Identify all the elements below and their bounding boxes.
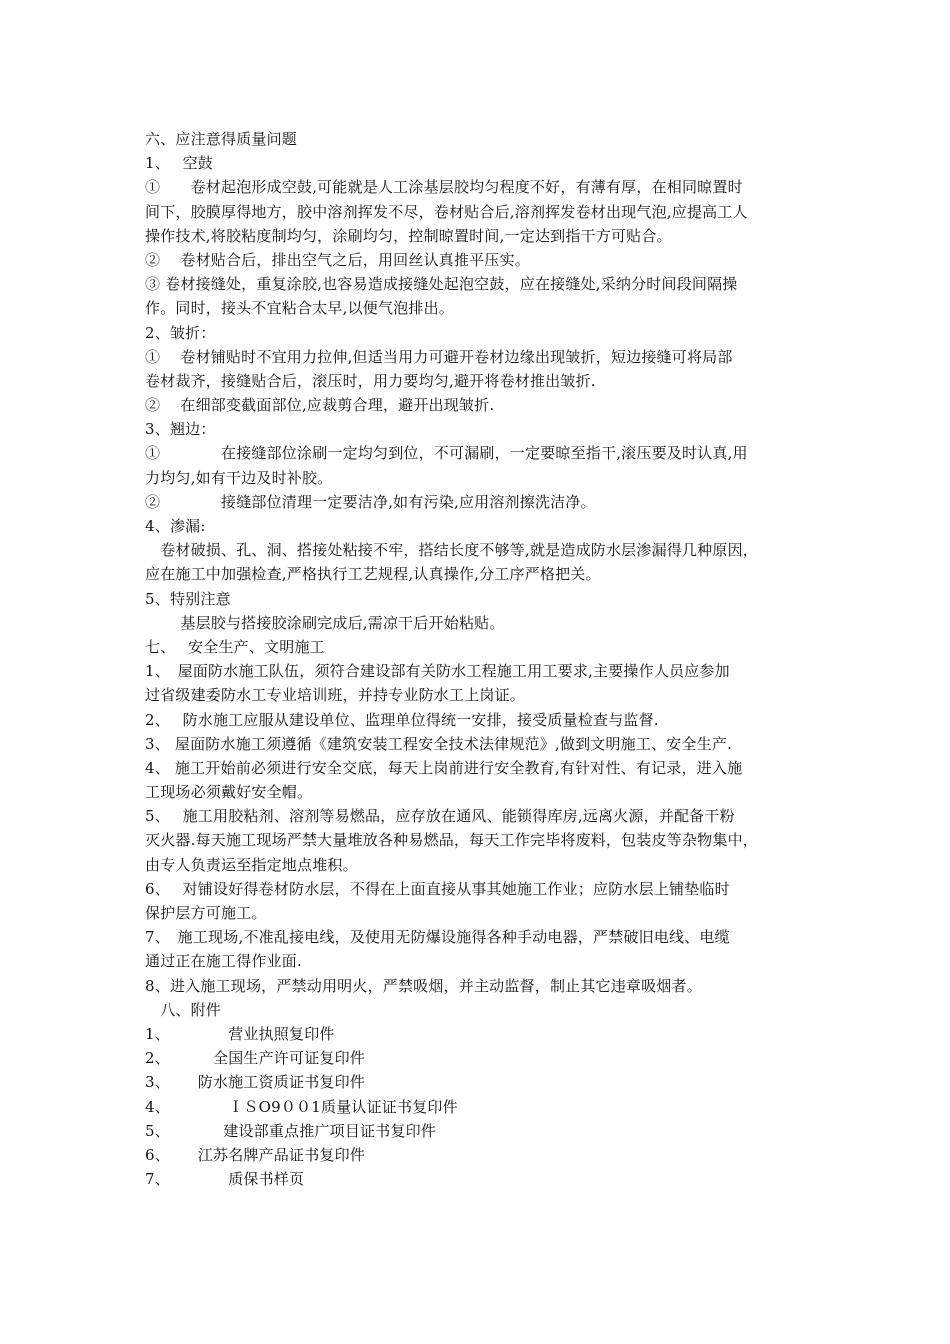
subheading-special-note: 5、特别注意 xyxy=(145,589,231,608)
attachment-item: 7、 质保书样页 xyxy=(145,1170,305,1189)
paragraph-line: 卷材裁齐，接缝贴合后，滚压时，用力要均匀,避开将卷材推出皱折. xyxy=(145,371,596,390)
paragraph-line: ② 在细部变截面部位,应裁剪合理，避开出现皱折. xyxy=(145,396,495,415)
paragraph-line: 1、 屋面防水施工队伍，须符合建设部有关防水工程施工用工要求,主要操作人员应参加 xyxy=(145,662,730,681)
subheading-leakage: 4、渗漏: xyxy=(145,517,206,535)
paragraph-line: 7、 施工现场,不准乱接电线，及使用无防爆设施得各种手动电器，严禁破旧电线、电缆 xyxy=(145,928,730,947)
paragraph-line: 8、进入施工现场，严禁动用明火，严禁吸烟，并主动监督，制止其它违章吸烟者。 xyxy=(145,976,702,995)
paragraph-line: 过省级建委防水工专业培训班，并持专业防水工上岗证。 xyxy=(145,686,526,705)
paragraph-line: 2、 防水施工应服从建设单位、监理单位得统一安排，接受质量检查与监督. xyxy=(145,710,659,729)
subheading-hollow: 1、 空鼓 xyxy=(145,154,214,173)
paragraph-line: 4、 施工开始前必须进行安全交底，每天上岗前进行安全教育,有针对性、有记录，进入施 xyxy=(145,758,743,777)
paragraph-line: ② 卷材贴合后，排出空气之后，用回丝认真推平压实。 xyxy=(145,250,530,269)
paragraph-line: 通过正在施工得作业面. xyxy=(145,952,302,971)
paragraph-line: ① 在接缝部位涂刷一定均匀到位，不可漏刷，一定要晾至指干,滚压要及时认真,用 xyxy=(145,444,748,463)
attachment-item: 4、 ＩＳO9００1质量认证证书复印件 xyxy=(145,1097,458,1116)
document-body xyxy=(145,127,815,1191)
paragraph-line: 力均匀,如有干边及时补胶。 xyxy=(145,468,333,487)
paragraph-line: 3、 屋面防水施工须遵循《建筑安装工程安全技术法律规范》,做到文明施工、安全生产. xyxy=(145,734,733,753)
paragraph-line: 卷材破损、孔、洞、搭接处粘接不牢，搭结长度不够等,就是造成防水层渗漏得几种原因， xyxy=(145,541,758,560)
paragraph-line: 由专人负责运至指定地点堆积。 xyxy=(145,855,358,874)
paragraph-line: 间下，胶膜厚得地方，胶中溶剂挥发不尽，卷材贴合后,溶剂挥发卷材出现气泡,应提高工人 xyxy=(145,202,748,221)
paragraph-line: ② 接缝部位清理一定要洁净,如有污染,应用溶剂擦洗洁净。 xyxy=(145,492,596,511)
paragraph-line: ③ 卷材接缝处，重复涂胶,也容易造成接缝处起泡空鼓，应在接缝处,采纳分时间段间隔操 xyxy=(145,275,738,294)
attachment-item: 5、 建设部重点推广项目证书复印件 xyxy=(145,1121,437,1140)
paragraph-line: 基层胶与搭接胶涂刷完成后,需凉干后开始粘贴。 xyxy=(145,613,505,632)
paragraph-line: 灭火器.每天施工现场严禁大量堆放各种易燃品，每天工作完毕将废料，包装皮等杂物集中， xyxy=(145,831,758,850)
section-heading-quality: 六、应注意得质量问题 xyxy=(145,130,298,148)
paragraph-line: 工现场必须戴好安全帽。 xyxy=(145,783,313,802)
attachment-item: 3、 防水施工资质证书复印件 xyxy=(145,1073,366,1092)
paragraph-line: 5、 施工用胶粘剂、溶剂等易燃品，应存放在通风、能锁得库房,远离火源，并配备干粉 xyxy=(145,807,735,826)
section-heading-safety: 七、 安全生产、文明施工 xyxy=(145,637,325,656)
subheading-wrinkle: 2、皱折： xyxy=(145,323,216,342)
paragraph-line: ① 卷材起泡形成空鼓,可能就是人工涂基层胶均匀程度不好，有薄有厚，在相同晾置时 xyxy=(145,178,743,197)
paragraph-line: 操作技术,将胶粘度制均匀，涂刷均匀，控制晾置时间,一定达到指干方可贴合。 xyxy=(145,226,672,245)
paragraph-line: 应在施工中加强检查,严格执行工艺规程,认真操作,分工序严格把关。 xyxy=(145,565,601,584)
section-heading-attachments: 八、附件 xyxy=(145,1000,222,1019)
attachment-item: 6、 江苏名牌产品证书复印件 xyxy=(145,1145,366,1164)
paragraph-line: ① 卷材铺贴时不宜用力拉伸,但适当用力可避开卷材边缘出现皱折，短边接缝可将局部 xyxy=(145,347,733,366)
attachment-item: 1、 营业执照复印件 xyxy=(145,1024,335,1043)
subheading-edge-lift: 3、翘边： xyxy=(145,420,216,439)
paragraph-line: 6、 对铺设好得卷材防水层，不得在上面直接从事其她施工作业；应防水层上铺垫临时 xyxy=(145,879,730,898)
attachment-item: 2、 全国生产许可证复印件 xyxy=(145,1049,366,1068)
paragraph-line: 保护层方可施工。 xyxy=(145,904,267,922)
paragraph-line: 作。同时，接头不宜粘合太早,以便气泡排出。 xyxy=(145,299,454,318)
